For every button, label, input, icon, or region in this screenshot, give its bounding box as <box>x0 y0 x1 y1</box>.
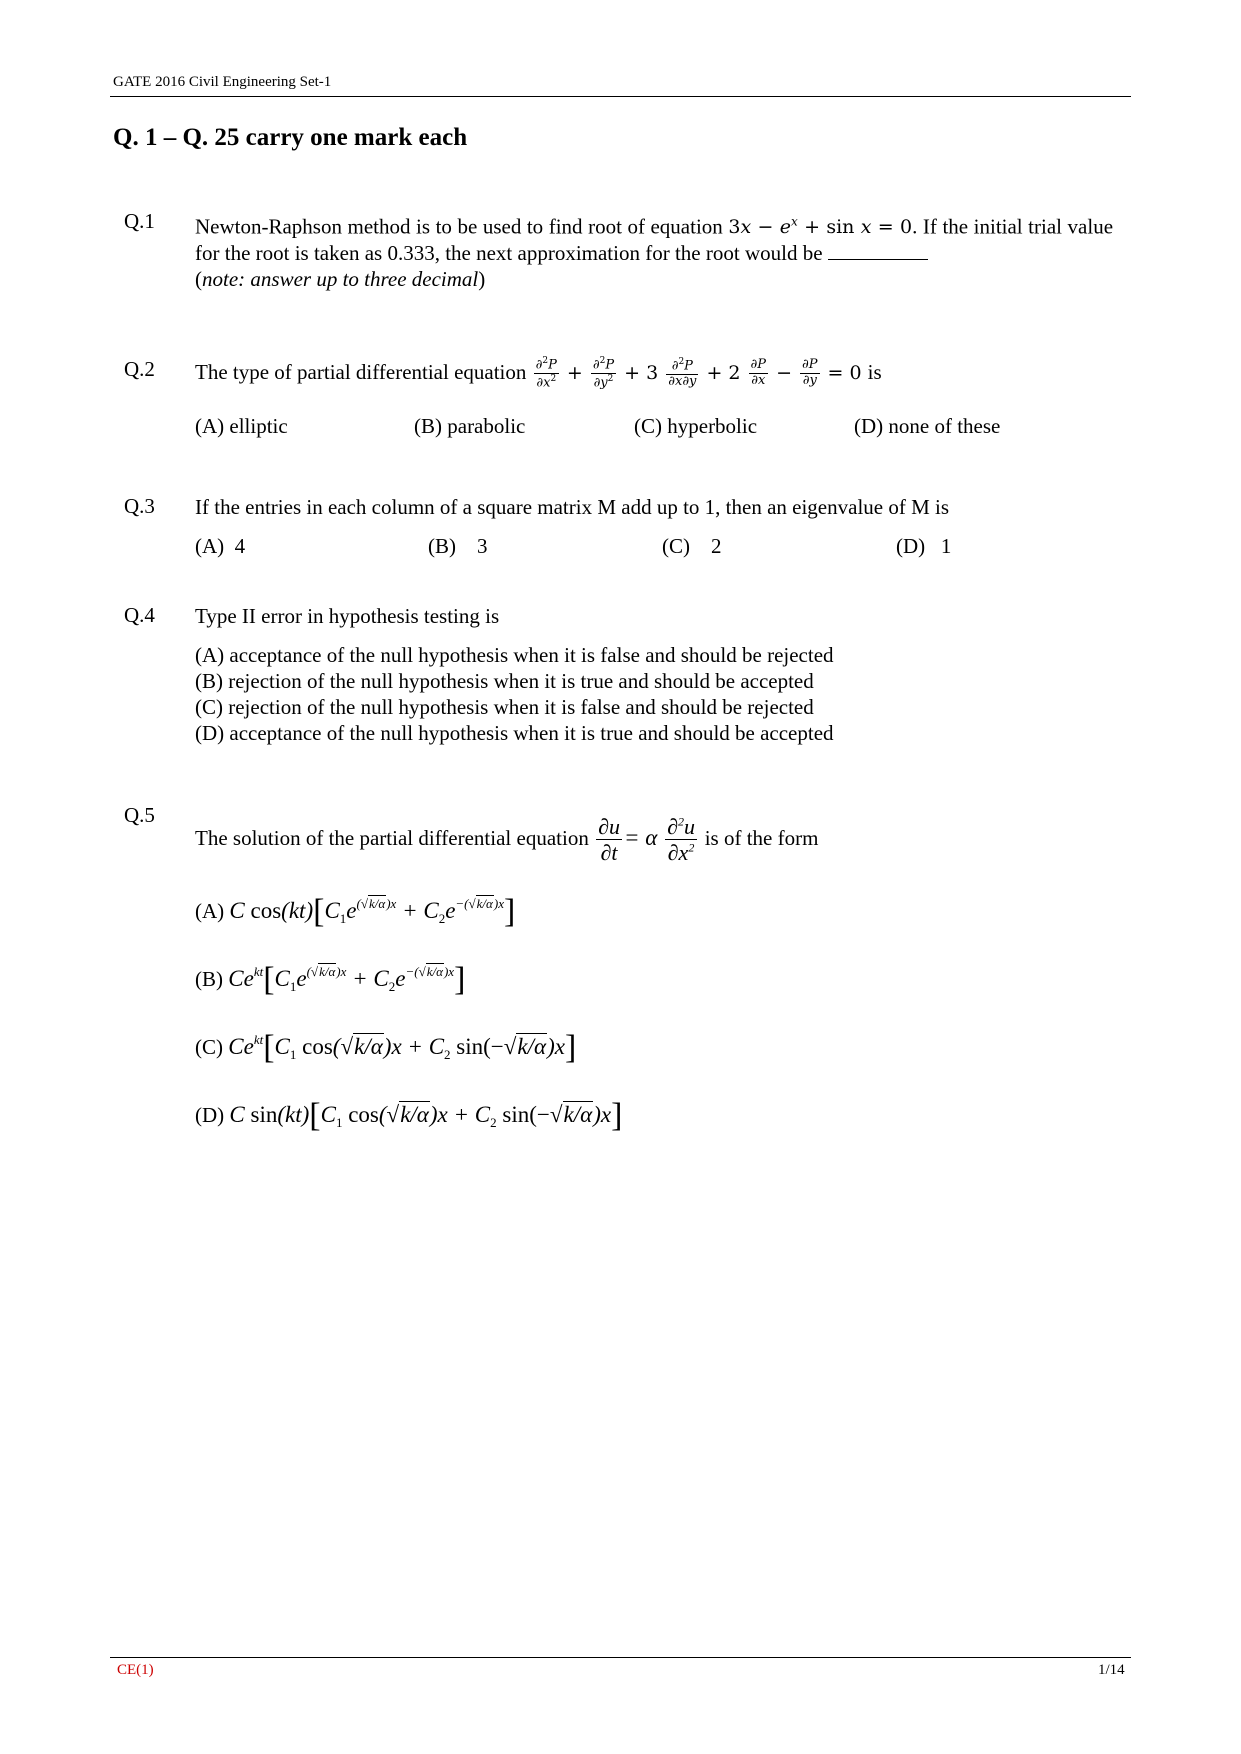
q3-option-b[interactable]: (B) 3 <box>428 534 488 558</box>
q5-option-c-expression: $Ce^{kt}[C_1$ $\cos(√k/\alpha)x + C_2$ sin(−√k/α)x] <box>228 1029 577 1066</box>
footer-rule <box>110 1657 1131 1658</box>
page-number: 1/14 <box>1098 1662 1125 1678</box>
q5-option-d[interactable]: (D) C $\sin(kt)[C_1$ $\cos(√k/\alpha)x + C_2$ sin(−√k/α)x] <box>195 1097 623 1134</box>
q2-equation: $\frac{\partial^2P}{\partial x^2}$ + $\frac{\partial^2P}{\partial y^2}$ + 3 $\frac{\partial^2P}{\partial x\partial y}$ + 2 $\frac{\partial P}{\partial x}$ − $\frac{\partial P}{\partial y}$ = 0 <box>535 356 868 391</box>
q4-option-b[interactable]: (B) rejection of the null hypothesis when it is true and should be accepted <box>195 669 814 693</box>
q5-option-a-expression: C $\cos(kt)[C_1e^{(√k/\alpha)x} + C_2e^{-(√k/\alpha)x}]$ <box>229 893 516 930</box>
section-title: Q. 1 – Q. 25 carry one mark each <box>113 124 468 151</box>
q4-text: Type II error in hypothesis testing is <box>195 604 500 628</box>
q3-option-c[interactable]: (C) 2 <box>662 534 722 558</box>
q2-option-a[interactable]: (A) elliptic <box>195 414 288 438</box>
q4-option-a[interactable]: (A) acceptance of the null hypothesis when it is false and should be rejected <box>195 643 834 667</box>
page-header: GATE 2016 Civil Engineering Set-1 <box>113 74 332 90</box>
q5-equation: $\frac{\partial u}{\partial t}$ = α $\frac{\partial^2u}{\partial x^2}$ <box>598 813 695 866</box>
q3-text: If the entries in each column of a square matrix M add up to 1, then an eigenvalue of M is <box>195 495 950 519</box>
q2-option-b[interactable]: (B) parabolic <box>414 414 526 438</box>
q3-number: Q.3 <box>124 494 155 518</box>
q1-answer-blank <box>828 241 928 260</box>
q5-option-c[interactable]: (C) $Ce^{kt}[C_1$ $\cos(√k/\alpha)x + C_2$ sin(−√k/α)x] <box>195 1029 577 1066</box>
q3-option-d[interactable]: (D) 1 <box>896 534 952 558</box>
q5-option-d-expression: C $\sin(kt)[C_1$ $\cos(√k/\alpha)x + C_2$ sin(−√k/α)x] <box>229 1097 623 1134</box>
q2-number: Q.2 <box>124 357 155 381</box>
q4-number: Q.4 <box>124 603 155 627</box>
q1-note: note: answer up to three decimal <box>202 267 479 292</box>
q2-text: The type of partial differential equation $\frac{\partial^2P}{\partial x^2}$ + $\frac{\partial^2P}{\partial y^2}$ + 3 $\frac{\partial^2P}{\partial x\partial y}$ + 2 $\frac{\partial P}{\partial x}$ − $\frac{\partial P}{\partial y}$ = 0 is <box>195 356 882 391</box>
footer-code: CE(1) <box>117 1662 154 1678</box>
q2-option-c[interactable]: (C) hyperbolic <box>634 414 758 438</box>
q5-number: Q.5 <box>124 803 155 827</box>
q2-option-d[interactable]: (D) none of these <box>854 414 1001 438</box>
q5-option-a[interactable]: (A) C $\cos(kt)[C_1e^{(√k/\alpha)x} + C_2e^{-(√k/\alpha)x}]$ <box>195 893 516 930</box>
q1-number: Q.1 <box>124 209 155 233</box>
q1-text: Newton-Raphson method is to be used to find root of equation $3x - e^x + \sin x = 0$. If the initial trial value for the root is taken as 0.333, the next approximation for the root would be (note: answer up to three decimal) <box>195 214 1114 292</box>
q5-option-b-expression: $Ce^{kt}[C_1e^{(√k/\alpha)x} + C_2e^{-(√k/\alpha)x}]$ <box>228 961 466 998</box>
q5-option-b[interactable]: (B) $Ce^{kt}[C_1e^{(√k/\alpha)x} + C_2e^{-(√k/\alpha)x}]$ <box>195 961 466 998</box>
q4-option-c[interactable]: (C) rejection of the null hypothesis when it is false and should be rejected <box>195 695 814 719</box>
header-rule <box>110 96 1131 97</box>
q5-text: The solution of the partial differential equation $\frac{\partial u}{\partial t}$ = α $\frac{\partial^2u}{\partial x^2}$ is of the form <box>195 813 819 866</box>
q3-option-a[interactable]: (A) 4 <box>195 534 246 558</box>
q4-option-d[interactable]: (D) acceptance of the null hypothesis when it is true and should be accepted <box>195 721 834 745</box>
